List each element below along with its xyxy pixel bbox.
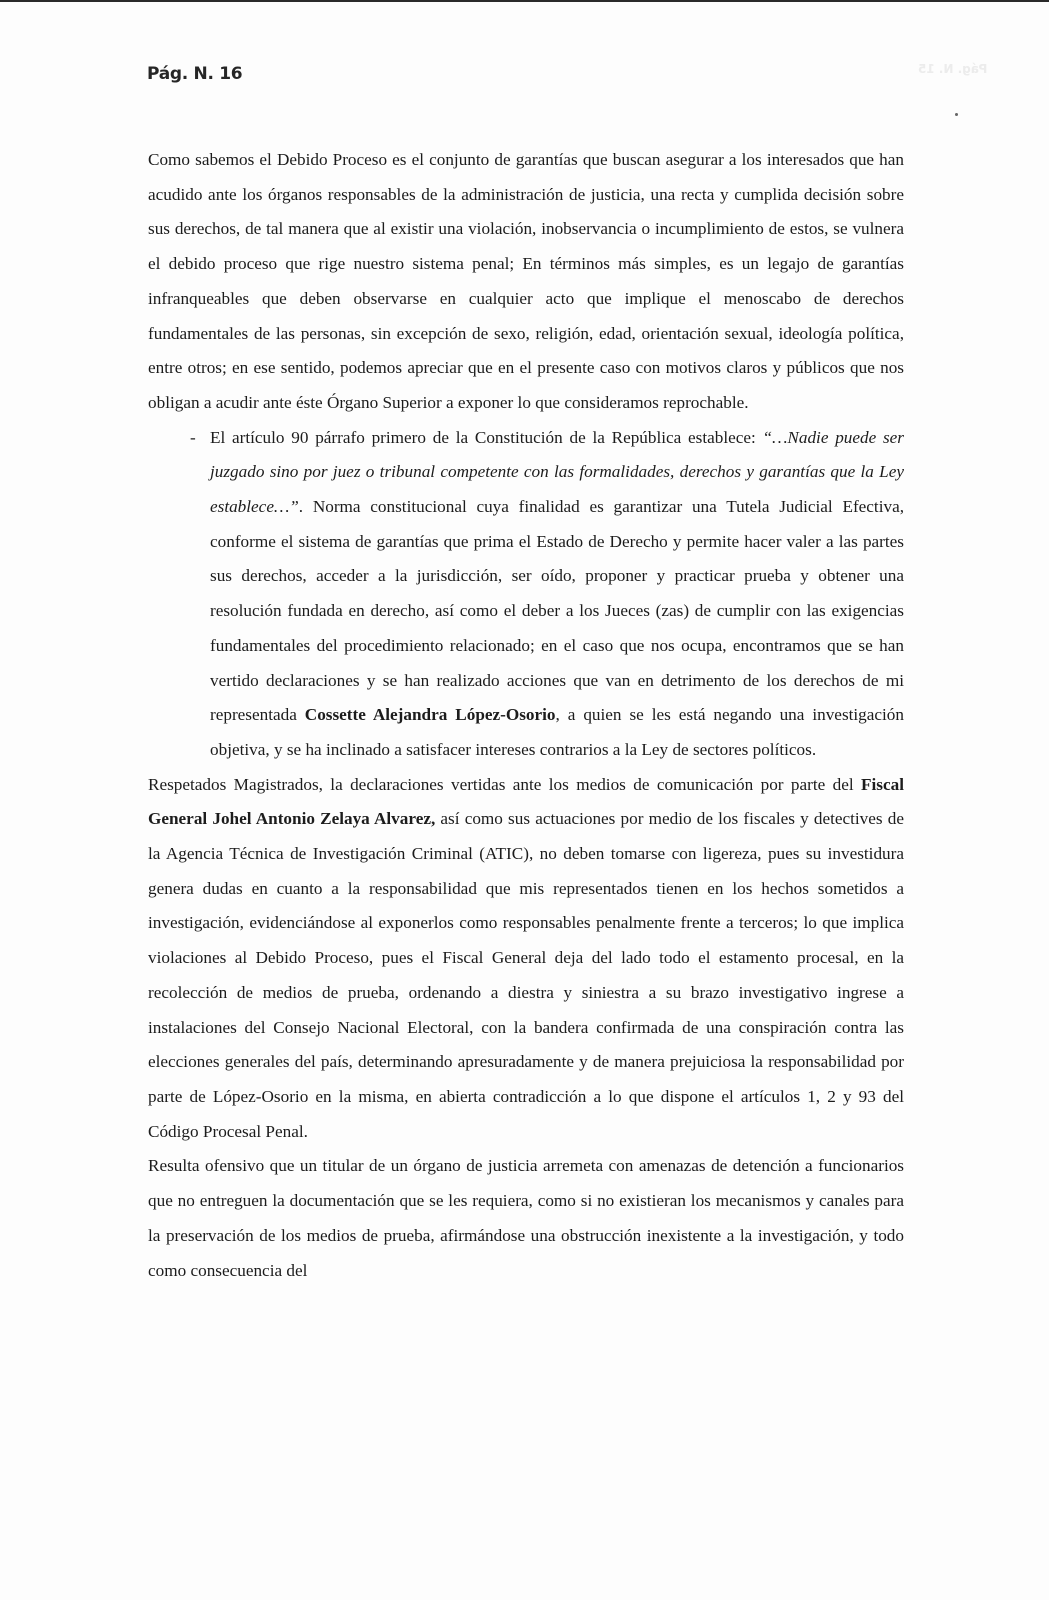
bullet-body: . Norma constitucional cuya finalidad es garantizar una Tutela Judicial Efectiva, conforme el sistema de garantías que prima el Estado de Derecho y permite hacer valer a las partes sus derechos, acceder a la jurisdicción, ser oído, proponer y practicar prueba y obtener una resolución fundada en derecho, así como el deber a los Jueces (zas) de cumplir con las exigencias fundamentales del procedimiento relacionado; en el caso que nos ocupa, encontramos que se han vertido declaraciones y se han realizado acciones que van en detrimento de los derechos de mi representada: [210, 497, 904, 725]
document-body: [148, 143, 904, 1288]
bullet-intro: El artículo 90 párrafo primero de la Constitución de la República establece:: [210, 427, 763, 447]
constitution-quote: “…Nadie puede ser juzgado sino por juez o tribunal competente con las formalidades, derechos y garantías que la Ley establece…”: [210, 427, 904, 517]
bullet-ending: , a quien se les está negando una investigación objetiva, y se ha inclinado a satisfacer intereses contrarios a la Ley de sectores políticos.: [210, 705, 904, 759]
paragraph-resulta-ofensivo: Resulta ofensivo que un titular de un órgano de justicia arremeta con amenazas de detención a funcionarios que no entreguen la documentación que se les requiera, como si no existieran los mecanismos y canales para la preservación de los medios de prueba, afirmándose una obstrucción inexistente a la investigación, y todo como consecuencia del: [148, 1156, 904, 1280]
bleed-through-page-number: Pág. N. 15: [918, 62, 988, 76]
represented-name: Cossette Alejandra López-Osorio: [304, 705, 556, 725]
paragraph-debido-proceso: Como sabemos el Debido Proceso es el conjunto de garantías que buscan asegurar a los interesados que han acudido ante los órganos responsables de la administración de justicia, una recta y cumplida decisión sobre sus derechos, de tal manera que al existir una violación, inobservancia o incumplimiento de estos, se vulnera el debido proceso que rige nuestro sistema penal; En términos más simples, es un legajo de garantías infranqueables que deben observarse en cualquier acto que implique el menoscabo de derechos fundamentales de las personas, sin excepción de sexo, religión, edad, orientación sexual, ideología política, entre otros; en ese sentido, podemos apreciar que en el presente caso con motivos claros y públicos que nos obligan a acudir ante éste Órgano Superior a exponer lo que consideramos reprochable.: [148, 150, 904, 412]
bullet-item-articulo-90: [148, 421, 904, 768]
scan-top-edge: [0, 0, 1049, 2]
scan-speck: [955, 113, 958, 116]
fiscal-general-name: Fiscal General Johel Antonio Zelaya Alvarez,: [148, 774, 904, 829]
bullet-dash: -: [190, 427, 196, 447]
p2-intro: Respetados Magistrados, la declaraciones vertidas ante los medios de comunicación por parte del: [148, 774, 862, 794]
paragraph-magistrados: [148, 768, 904, 1150]
bullet-paragraph: [210, 421, 904, 768]
p2-body: así como sus actuaciones por medio de los fiscales y detectives de la Agencia Técnica de Investigación Criminal (ATIC), no deben tomarse con ligereza, pues su investidura genera dudas en cuanto a la responsabilidad que mis representados tienen en los hechos sometidos a investigación, evidenciándose al exponerlos como responsables penalmente frente a terceros; lo que implica violaciones al Debido Proceso, pues el Fiscal General deja del lado todo el estamento procesal, en la recolección de medios de prueba, ordenando a diestra y siniestra a su brazo investigativo ingrese a instalaciones del Consejo Nacional Electoral, con la bandera confirmada de una conspiración contra las elecciones generales del país, determinando apresuradamente y de manera prejuiciosa la responsabilidad por parte de López-Osorio en la misma, en abierta contradicción a lo que dispone el artículos 1, 2 y 93 del Código Procesal Penal.: [148, 809, 904, 1141]
page-number: Pág. N. 16: [147, 64, 243, 84]
